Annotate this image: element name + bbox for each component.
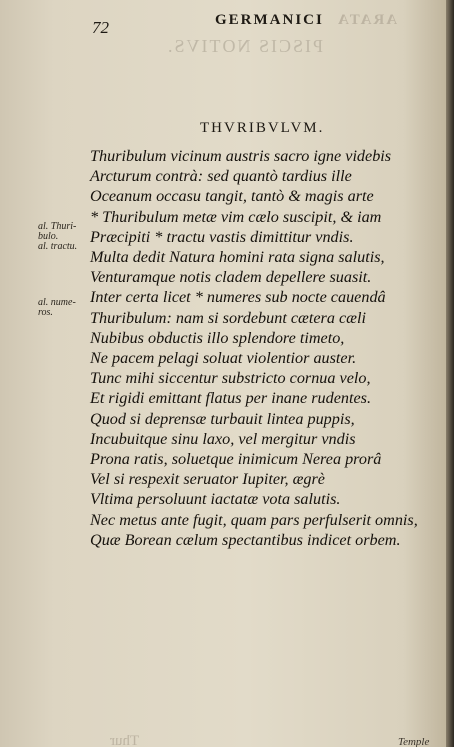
section-title: THVRIBVLVM. — [200, 120, 325, 136]
margin-note-line: bulo. — [38, 231, 59, 242]
verse-line: Quod si deprensæ turbauit lintea puppis, — [90, 409, 355, 428]
verse-line: Nubibus obductis illo splendore timeto, — [90, 328, 345, 347]
verse-line: Nec metus ante fugit, quam pars perfulserit omnis, — [90, 510, 418, 529]
verse-line: Arcturum contrà: sed quantò tardius ille — [90, 167, 352, 186]
verse-line: Prona ratis, soluetque inimicum Nerea prorâ — [90, 450, 382, 469]
verse-line: Vltima persoluunt iactatæ vota salutis. — [90, 490, 341, 509]
margin-note-line: al. tractu. — [38, 241, 78, 252]
verse-line: Et rigidi emittant flatus per inane rudentes. — [90, 389, 372, 408]
bleed-through-footer: Thur — [110, 733, 140, 747]
running-head: GERMANICI — [215, 12, 324, 28]
margin-note-line: al. nume- — [38, 297, 76, 308]
verse-line: Incubuitque sinu laxo, vel mergitur vndis — [90, 429, 356, 448]
margin-note — [38, 222, 77, 252]
page-number: 72 — [92, 18, 109, 37]
page-edge-shadow — [446, 0, 454, 747]
verse-line: Præcipiti * tractu vastis dimittitur vndis. — [90, 227, 354, 246]
margin-note — [38, 298, 76, 318]
verse-line: Inter certa licet * numeres sub nocte cauendâ — [90, 288, 386, 307]
margin-note-line: al. Thuri- — [38, 221, 77, 232]
verse-line: Venturamque notis cladem depellere suasit. — [90, 268, 372, 287]
verse-line: Vel si respexit seruator Iupiter, ægrè — [90, 470, 325, 489]
verse-line: Ne pacem pelagi soluat violentior auster. — [90, 349, 357, 368]
bleed-through-running-head: ARATA — [336, 12, 398, 28]
verse-line: Tunc mihi siccentur substricto cornua velo, — [90, 369, 371, 388]
verse-line: Multa dedit Natura homini rata signa salutis, — [90, 248, 385, 267]
verse-line: Thuribulum vicinum austris sacro igne videbis — [90, 147, 392, 165]
verse-line: Quæ Borean cælum spectantibus indicet orbem. — [90, 530, 401, 549]
verse-line: Oceanum occasu tangit, tantò & magis arte — [90, 187, 374, 206]
margin-note-line: ros. — [38, 307, 53, 318]
verse-line: Thuribulum: nam si sordebunt cætera cæli — [90, 308, 366, 327]
verse-line: * Thuribulum metæ vim cælo suscipit, & iam — [90, 207, 382, 226]
bleed-through-heading: PISCIS NOTIVS. — [166, 36, 324, 56]
poem-text — [90, 146, 448, 550]
catchword: Temple — [398, 736, 430, 747]
